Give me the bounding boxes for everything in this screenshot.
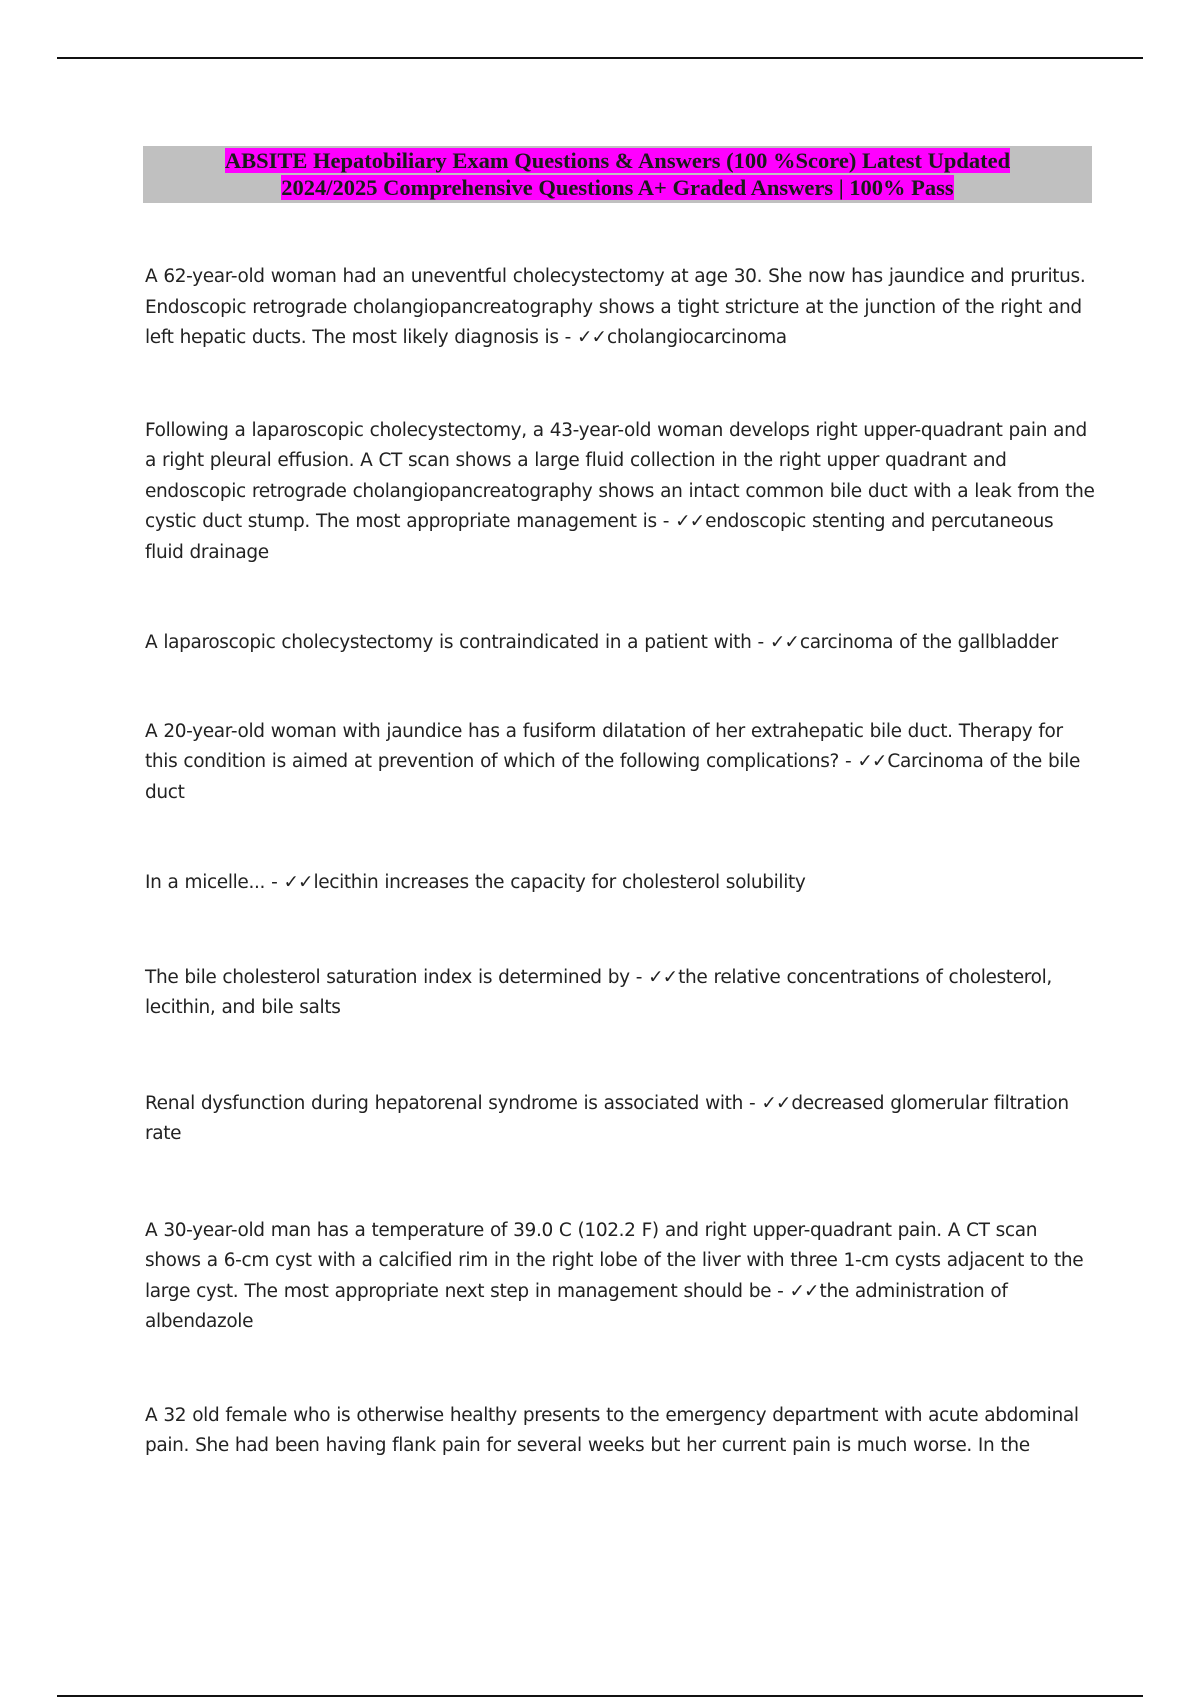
answer-text: lecithin increases the capacity for cholesterol solubility: [313, 872, 806, 893]
question-text: Renal dysfunction during hepatorenal syndrome is associated with -: [145, 1092, 762, 1114]
checkmark-icon: ✓✓: [675, 511, 705, 532]
answer-text: the administration of albendazole: [145, 1280, 1008, 1332]
qa-item: [145, 416, 1095, 569]
question-text: A 30-year-old man has a temperature of 39.0 C (102.2 F) and right upper-quadrant pain. A CT scan shows a 6-cm cyst with a calcified rim in the right lobe of the liver with three 1-cm cysts adjacent to the large cyst. The most appropriate next step in management should be -: [145, 1219, 1084, 1302]
question-text: In a micelle... -: [145, 872, 284, 893]
bottom-rule: [57, 1695, 1143, 1697]
answer-text: the relative concentrations of cholesterol, lecithin, and bile salts: [145, 966, 1052, 1018]
checkmark-icon: ✓✓: [761, 1092, 791, 1114]
checkmark-icon: ✓✓: [769, 632, 799, 653]
answer-text: carcinoma of the gallbladder: [799, 632, 1058, 653]
qa-item: [145, 1401, 1095, 1462]
question-text: A 32 old female who is otherwise healthy presents to the emergency department with acute abdominal pain. She had been having flank pain for several weeks but her current pain is much worse. In the: [145, 1404, 1079, 1456]
checkmark-icon: ✓✓: [577, 327, 607, 348]
answer-text: Carcinoma of the bile duct: [145, 751, 1080, 803]
answer-text: endoscopic stenting and percutaneous fluid drainage: [145, 511, 1054, 563]
qa-item: [145, 1216, 1095, 1338]
question-text: A 20-year-old woman with jaundice has a fusiform dilatation of her extrahepatic bile duct. Therapy for this condition is aimed at prevention of which of the following complications? -: [145, 720, 1063, 772]
qa-item: [145, 963, 1095, 1024]
top-rule: [57, 57, 1143, 59]
question-text: A 62-year-old woman had an uneventful cholecystectomy at age 30. She now has jaundice and pruritus. Endoscopic retrograde cholangiopancreatography shows a tight stricture at the junction of the right and left hepatic ducts. The most likely diagnosis is -: [145, 266, 1086, 348]
checkmark-icon: ✓✓: [648, 966, 678, 988]
title-line-1: ABSITE Hepatobiliary Exam Questions & Answers (100 %Score) Latest Updated: [224, 148, 1011, 173]
question-text: Following a laparoscopic cholecystectomy, a 43-year-old woman develops right upper-quadrant pain and a right pleural effusion. A CT scan shows a large fluid collection in the right upper quadrant and endoscopic retrograde cholangiopancreatography shows an intact common bile duct with a leak from the cystic duct stump. The most appropriate management is -: [145, 419, 1095, 532]
checkmark-icon: ✓✓: [283, 872, 313, 893]
checkmark-icon: ✓✓: [789, 1280, 819, 1302]
answer-text: decreased glomerular filtration rate: [145, 1092, 1069, 1144]
title-line-2: 2024/2025 Comprehensive Questions A+ Graded Answers | 100% Pass: [281, 175, 954, 200]
document-title: [143, 146, 1092, 203]
qa-item: [145, 628, 1095, 659]
qa-item: [145, 717, 1095, 809]
question-text: A laparoscopic cholecystectomy is contraindicated in a patient with -: [145, 632, 770, 653]
qa-item: [145, 1089, 1095, 1150]
qa-item: [145, 262, 1095, 354]
qa-item: [145, 868, 1095, 899]
checkmark-icon: ✓✓: [857, 751, 887, 772]
answer-text: cholangiocarcinoma: [607, 327, 787, 348]
qa-list: [145, 262, 1095, 1462]
question-text: The bile cholesterol saturation index is determined by -: [145, 966, 649, 988]
